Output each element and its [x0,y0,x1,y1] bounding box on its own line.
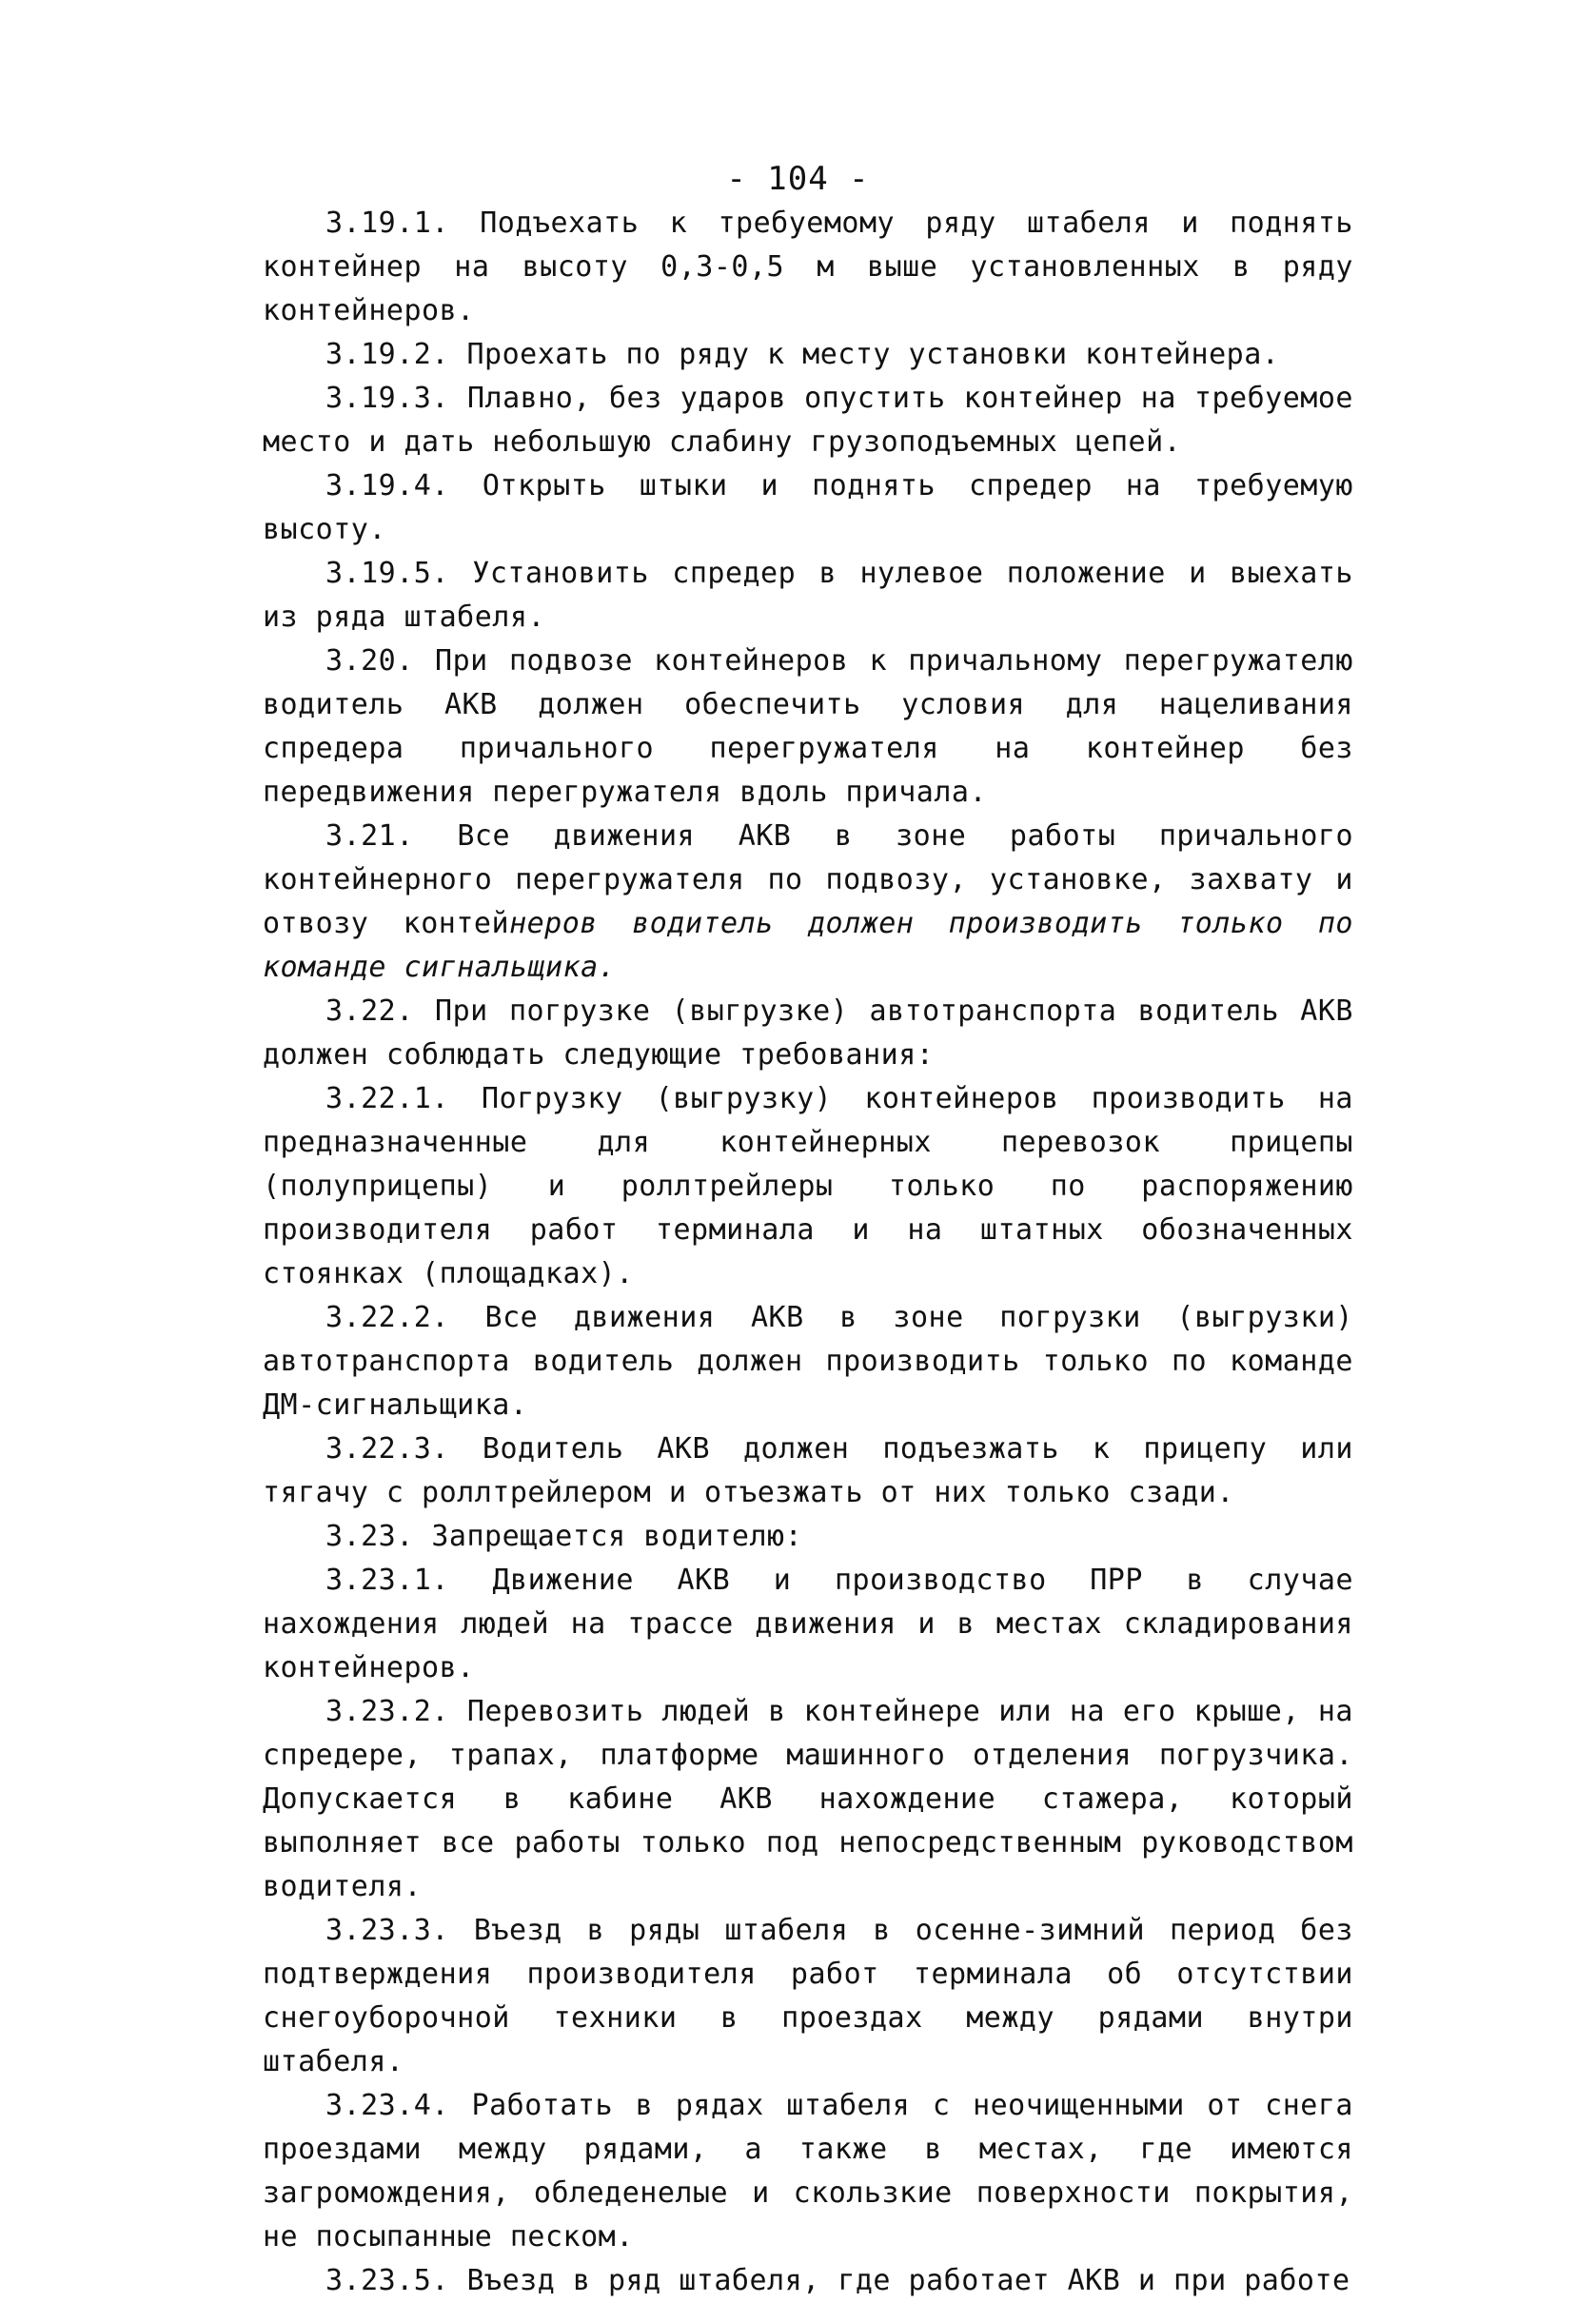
paragraph-3-19-2: 3.19.2. Проехать по ряду к месту установки контейнера. [325,338,1280,371]
body-text [263,202,1353,2303]
paragraph-3-19-5: 3.19.5. Установить спредер в нулевое положение и выехать из ряда штабеля. [263,557,1353,634]
paragraph-3-22-2: 3.22.2. Все движения АКВ в зоне погрузки (выгрузки) автотранспорта водитель должен производить только по команде ДМ-сигнальщика. [263,1301,1353,1422]
paragraph-3-23-1: 3.23.1. Движение АКВ и производство ПРР в случае нахождения людей на трассе движения и в местах складирования контейнеров. [263,1564,1353,1684]
paragraph-3-22-1: 3.22.1. Погрузку (выгрузку) контейнеров производить на предназначенные для контейнерных перевозок прицепы (полуприцепы) и роллтрейлеры только по распоряжению производителя работ терминала и на штатных обозначенных стоянках (площадках). [263,1082,1353,1290]
page-number: - 104 - [726,160,870,198]
paragraph-3-19-3: 3.19.3. Плавно, без ударов опустить контейнер на требуемое место и дать небольшую слабину грузоподъемных цепей. [263,382,1353,459]
paragraph-3-19-1: 3.19.1. Подъехать к требуемому ряду штабеля и поднять контейнер на высоту 0,3-0,5 м выше установленных в ряду контейнеров. [263,207,1353,327]
paragraph-3-19-4: 3.19.4. Открыть штыки и поднять спредер на требуемую высоту. [263,469,1353,546]
paragraph-3-20: 3.20. При подвозе контейнеров к причальному перегружателю водитель АКВ должен обеспечить условия для нацеливания спредера причального перегружателя на контейнер без передвижения перегружателя вдоль причала. [263,644,1353,809]
paragraph-3-23-3: 3.23.3. Въезд в ряды штабеля в осенне-зимний период без подтверждения производителя работ терминала об отсутствии снегоуборочной техники в проездах между рядами внутри штабеля. [263,1914,1353,2078]
paragraph-3-23-4: 3.23.4. Работать в рядах штабеля с неочищенными от снега проездами между рядами, а также в местах, где имеются загромождения, обледенелые и скользкие поверхности покрытия, не посыпанные песком. [263,2089,1353,2254]
paragraph-3-21-start: 3.21. Все движения АКВ в зоне работы причального контейнерного перегружателя по подвозу, установке, захвату и отвозу контей [263,819,1353,940]
paragraph-3-23-2: 3.23.2. Перевозить людей в контейнере или на его крыше, на спредере, трапах, платформе машинного отделения погрузчика. Допускается в кабине АКВ нахождение стажера, который выполняет все работы только под непосредственным руководством водителя. [263,1695,1353,1903]
paragraph-3-22: 3.22. При погрузке (выгрузке) автотранспорта водитель АКВ должен соблюдать следующие требования: [263,994,1353,1072]
paragraph-3-21-italic: неров водитель должен производить только по команде сигнальщика. [263,907,1353,984]
paragraph-3-21 [263,815,1353,990]
paragraph-3-23: 3.23. Запрещается водителю: [325,1520,803,1553]
paragraph-3-23-5: 3.23.5. Въезд в ряд штабеля, где работает АКВ и при работе [325,2264,1350,2297]
paragraph-3-22-3: 3.22.3. Водитель АКВ должен подъезжать к прицепу или тягачу с роллтрейлером и отъезжать от них только сзади. [263,1432,1353,1509]
